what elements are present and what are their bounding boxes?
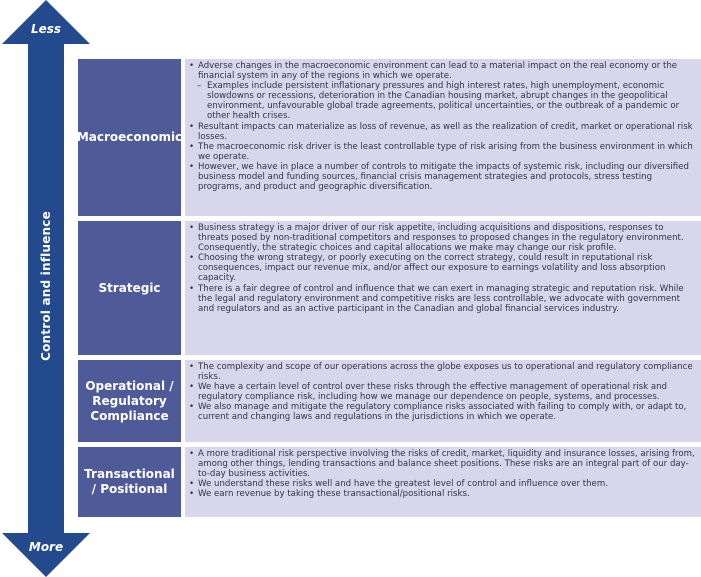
bullet-item: • A more traditional risk perspective involving the risks of credit, market, liquidity and insurance losses, arising from, among other things, lending transactions and balance sheet positions. These risks are an integral part of our day-to-day business activities. [189,449,695,479]
sub-bullet-item: – Examples include persistent inflationary pressures and high interest rates, high unemployment, economic slowdowns or recessions, deterioration in the Canadian housing market, abrupt changes in the geopolitical environment, unfavourable global trade agreements, political uncertainties, or the outbreak of a pandemic or other health crises. [189,81,695,121]
risk-row-strategic [78,221,701,355]
bullet-item: • However, we have in place a number of controls to mitigate the impacts of systemic risk, including our diversified business model and funding sources, financial crisis management strategies and protocols, stress testing programs, and product and geographic diversification. [189,162,695,192]
bullet-item: • We have a certain level of control over these risks through the effective management of operational risk and regulatory compliance risk, including how we manage our dependence on people, systems, and processes. [189,382,695,402]
arrow-bottom-label: More [28,540,64,554]
bullet-item: • Business strategy is a major driver of our risk appetite, including acquisitions and dispositions, responses to threats posed by non-traditional competitors and responses to proposed changes in the regulatory environment. Consequently, the strategic choices and capital allocations we make may change our risk profile. [189,223,695,253]
bullet-item: • There is a fair degree of control and influence that we can exert in managing strategic and reputation risk. While the legal and regulatory environment and competitive risks are less controllable, we advocate with government and regulators and as an active participant in the Canadian and global financial services industry. [189,284,695,314]
arrow-axis-label: Control and influence [39,211,53,361]
risk-row-macroeconomic [78,59,701,216]
bullet-item: • The complexity and scope of our operations across the globe exposes us to operational and regulatory compliance risks. [189,362,695,382]
row-description [185,447,701,517]
row-label: Operational / Regulatory Compliance [78,360,181,442]
row-description [185,221,701,355]
bullet-item: • Resultant impacts can materialize as loss of revenue, as well as the realization of credit, market or operational risk losses. [189,122,695,142]
bullet-item: • Choosing the wrong strategy, or poorly executing on the correct strategy, could result in reputational risk consequences, impact our revenue mix, and/or affect our exposure to earnings volatility and loss absorption capacity. [189,253,695,283]
risk-row-transactional-positional [78,447,701,517]
row-label: Strategic [78,221,181,355]
bullet-item: • We also manage and mitigate the regulatory compliance risks associated with failing to comply with, or adapt to, current and changing laws and regulations in the jurisdictions in which we operate. [189,402,695,422]
row-label: Macroeconomic [78,59,181,216]
arrow-top-label: Less [30,22,62,36]
bullet-item: • The macroeconomic risk driver is the least controllable type of risk arising from the business environment in which we operate. [189,142,695,162]
bullet-item: • We understand these risks well and have the greatest level of control and influence over them. [189,479,695,489]
row-description [185,360,701,442]
bullet-item: • Adverse changes in the macroeconomic environment can lead to a material impact on the real economy or the financial system in any of the regions in which we operate. [189,61,695,81]
risk-row-operational-regulatory [78,360,701,442]
row-description [185,59,701,216]
row-label: Transactional / Positional [78,447,181,517]
bullet-item: • We earn revenue by taking these transactional/positional risks. [189,489,695,499]
